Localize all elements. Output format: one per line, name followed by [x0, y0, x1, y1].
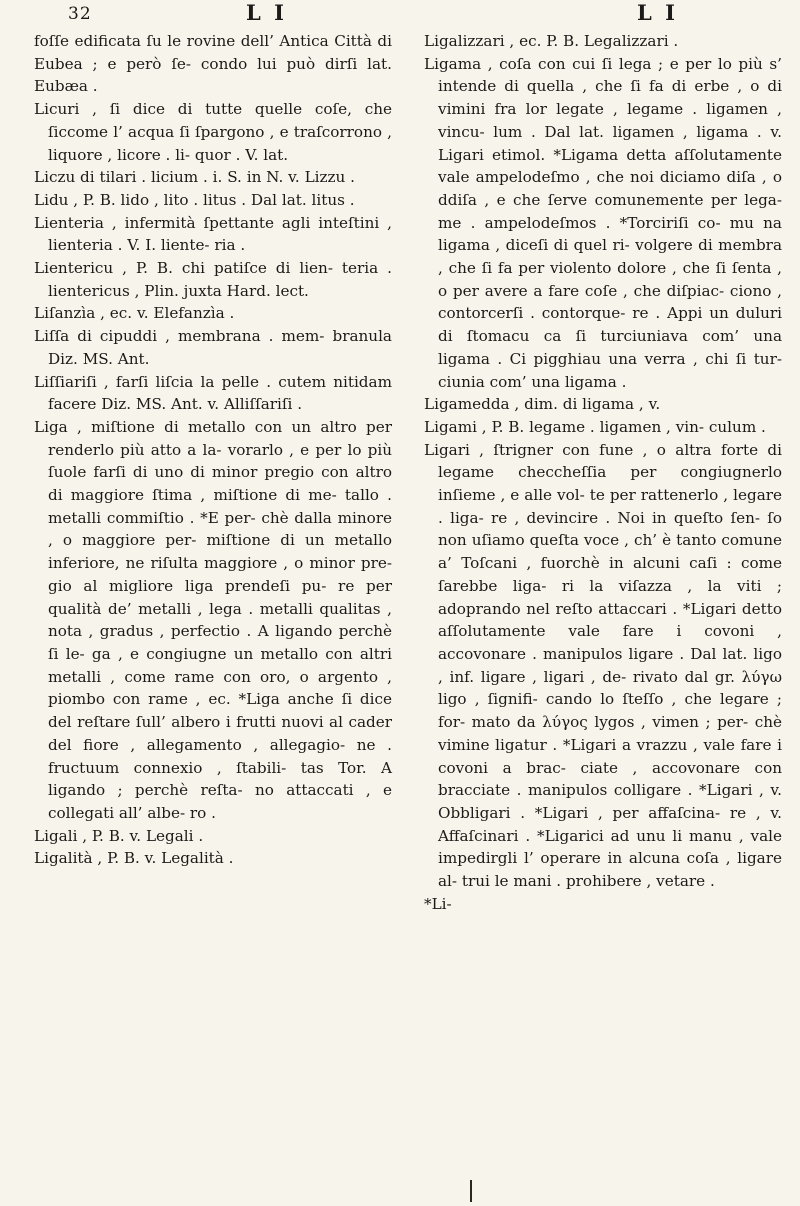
dictionary-entry: Ligamedda , dim. di ligama , v. — [424, 395, 661, 414]
dictionary-entry: Liſſa di cipuddi , membrana . mem- branula Diz. MS. Ant. — [34, 327, 392, 368]
dictionary-entry: Ligami , P. B. legame . ligamen , vin- culum . — [424, 417, 766, 436]
dictionary-entry: Liga , miſtione di metallo con un altro per renderlo più atto a la- vorarlo , e per lo più ſuole farſi di uno di minor pregio con altro di maggiore ſtima , miſtione di me- tallo . metalli commiſtio . *E per- chè dalla minore , o maggiore per- miſtione di un metallo inferiore, ne riſulta maggiore , o minor pre- gio al migliore liga prendeſi pu- re per qualità de’ metalli , lega . metalli qualitas , nota , gradus , perfectio . A ligando perchè ſi le- ga , e congiugne un metallo con altri metalli , come rame con oro, o argento , piombo con rame , ec. *Liga anche ſi dice del reſtare ſull’ albero i frutti nuovi al cader del fiore , allegamento , allegagio- ne . fructuum connexio , ſtabili- tas Tor. A ligando ; perchè reſta- no attaccati , e collegati all’ albe- ro . — [34, 417, 392, 822]
page-number: 32 — [68, 4, 92, 24]
dictionary-entry: Ligalizzari , ec. P. B. Legalizzari . — [424, 32, 679, 50]
dictionary-entry: Liſanzìa , ec. v. Elefanzìa . — [34, 304, 235, 323]
dictionary-entry: Ligari , ſtrigner con fune , o altra forte di legame checcheſſia per congiugnerlo inſieme , e alle vol- te per rattenerlo , legare . liga- re , devincire . Noi in queſto ſen- ſo non uſiamo queſta voce , ch’ è tanto comune a’ Toſcani , fuorchè in alcuni caſi : come ſarebbe liga- ri la viſazza , la viti ; adoprando nel reſto attaccari . *Ligari detto aſſolutamente vale fare i covoni , accovonare . manipulos ligare . Dal lat. ligo , inf. ligare , ligari , de- rivato dal gr. λύγω ligo , ſignifi- cando lo ſteſſo , che legare ; for- mato da λύγος lygos , vimen ; per- chè vimine ligatur . *Ligari a vrazzu , vale fare i covoni a brac- ciate , accovonare con bracciate . manipulos colligare . *Ligari , v. Obbligari . *Ligari , per affaſcina- re , v. Affaſcinari . *Ligarici ad unu li manu , vale impedirgli l’ operare in alcuna coſa , ligare al- trui le mani . prohibere , vetare . — [424, 440, 782, 891]
continued-text: *Li- — [424, 894, 452, 913]
dictionary-entry: Ligama , coſa con cui ſi lega ; e per lo più s’ intende di quella , che ſi fa di erbe , o di vimini fra lor legate , legame . ligamen , vincu- lum . Dal lat. ligamen , ligama . v. Ligari etimol. *Ligama detta aſſolutamente vale ampelodeſmo , che noi diciamo diſa , o ddiſa , e che ſerve comunemente per lega- me . ampelodeſmos . *Torciriſi co- mu na ligama , diceſi di quel ri- volgere di membra , che ſi fa per violento dolore , che ſi ſenta , o per avere a fare coſe , che diſpiac- ciono , contorcerſi . contorque- re . Appi un duluri di ſtomacu ca ſi turciuniava com’ una ligama . Ci pigghiau una verra , chi ſi tur- ciunia com’ una ligama . — [424, 54, 782, 391]
dictionary-entry: Lienteria , infermità ſpettante agli inteſtini , lienteria . V. I. liente- ria . — [34, 213, 392, 255]
right-column — [424, 30, 782, 915]
dictionary-entry: Licuri , ſi dice di tutte quelle coſe, che ſiccome l’ acqua ſi ſpargono , e traſcorrono , liquore , licore . li- quor . V. lat. — [34, 100, 392, 164]
right-guide-letters: L I — [637, 0, 678, 25]
left-guide-letters: L I — [246, 0, 287, 25]
dictionary-entry: Lidu , P. B. lido , lito . litus . Dal lat. litus . — [34, 190, 355, 209]
dictionary-entry: Liſſiariſi , farſi liſcia la pelle . cutem nitidam facere Diz. MS. Ant. v. Alliſſariſi . — [34, 372, 392, 414]
column-divider — [470, 1180, 472, 1202]
dictionary-entry: Ligalità , P. B. v. Legalità . — [34, 849, 234, 868]
continued-text: foſſe edificata ſu le rovine dell’ Antica Città di Eubea ; e però ſe- condo lui può dirſi lat. Eubæa . — [34, 32, 392, 96]
text-columns — [34, 30, 782, 915]
dictionary-entry: Lientericu , P. B. chi patiſce di lien- teria . lientericus , Plin. juxta Hard. lect. — [34, 259, 392, 300]
dictionary-entry: Ligali , P. B. v. Legali . — [34, 826, 204, 845]
dictionary-entry: Liczu di tilari . licium . i. S. in N. v. Lizzu . — [34, 168, 355, 187]
left-column — [34, 30, 392, 915]
running-header — [34, 0, 782, 30]
